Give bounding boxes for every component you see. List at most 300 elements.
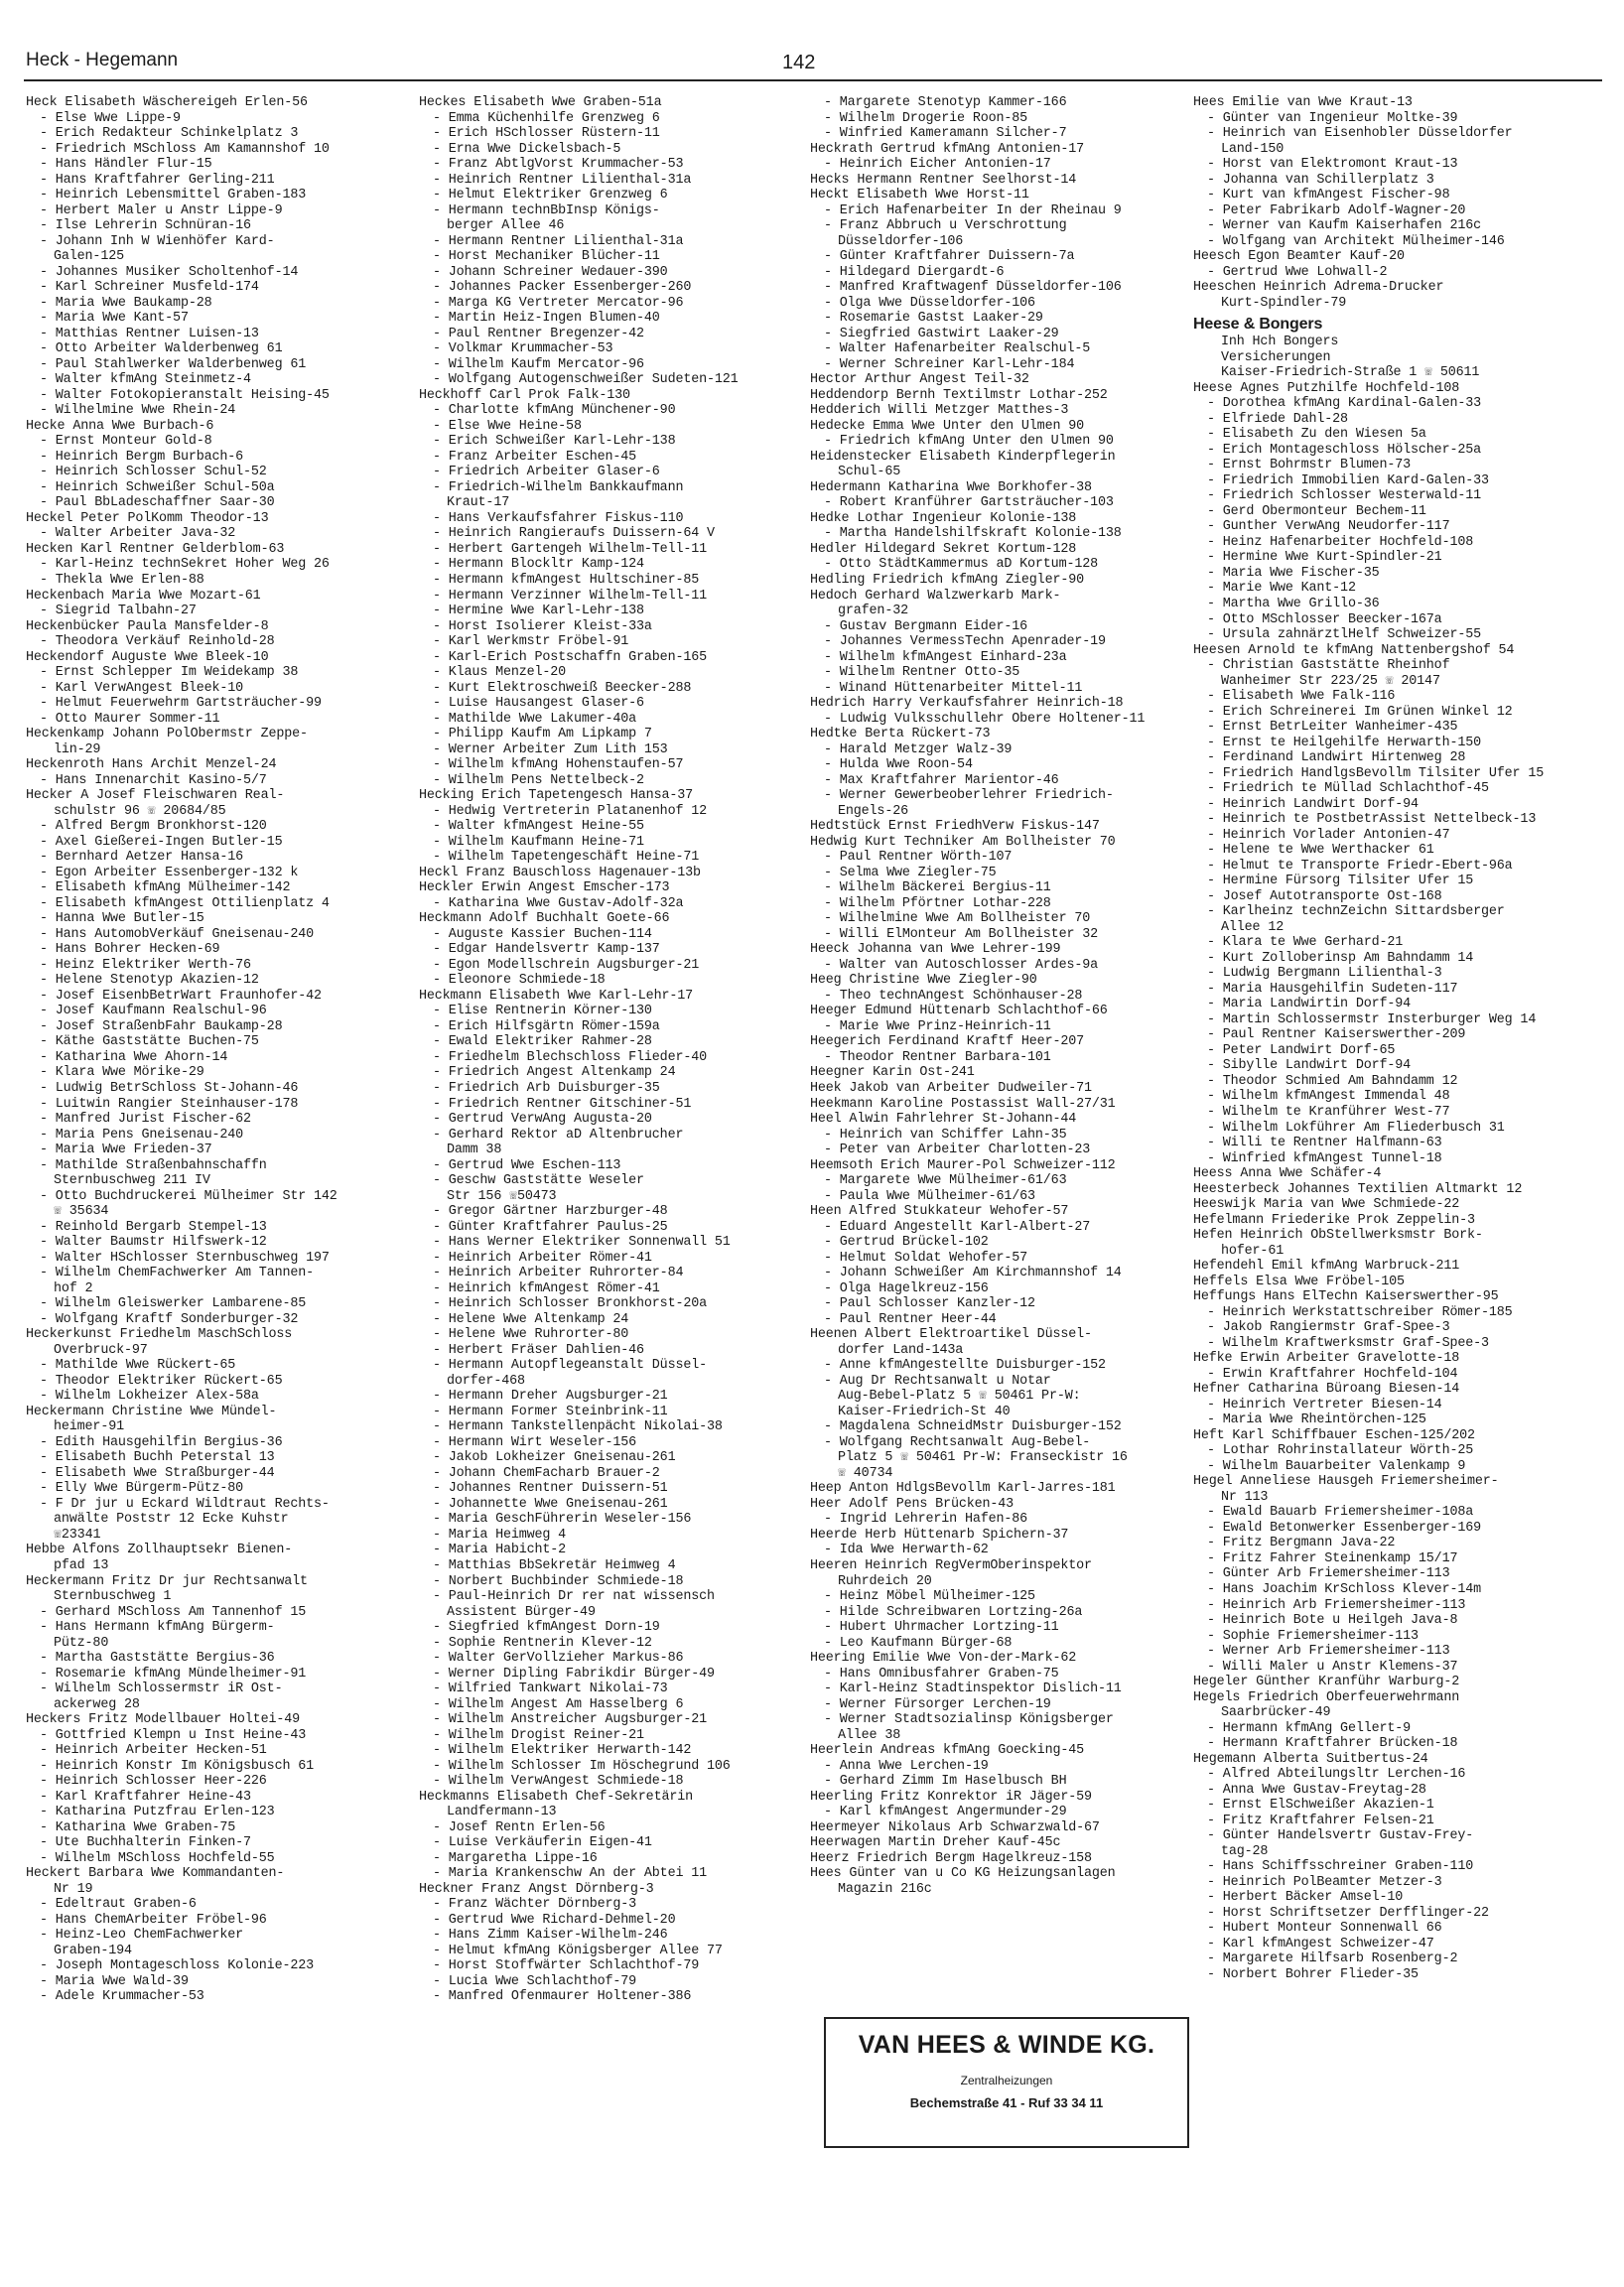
listing-main: Hedrich Harry Verkaufsfahrer Heinrich-18 [810,696,1124,712]
listing-sub: - Klara Wwe Mörike-29 [40,1065,204,1081]
listing-sub: - Horst Schriftsetzer Derfflinger-22 [1207,1905,1489,1921]
listing-continuation: hof 2 [54,1280,93,1296]
listing-sub: - Karlheinz technZeichn Sittardsberger [1207,904,1505,920]
listing-sub: - Walter HSchlosser Sternbuschweg 197 [40,1250,330,1266]
listing-sub: - Sophie Rentnerin Klever-12 [433,1635,652,1651]
listing-sub: - Josef Autotransporte Ost-168 [1207,888,1442,904]
listing-sub: - Heinrich Bote u Heilgeh Java-8 [1207,1613,1458,1629]
listing-sub: - Gertrud VerwAng Augusta-20 [433,1112,652,1128]
listing-sub: - Helmut Elektriker Grenzweg 6 [433,188,668,203]
listing-sub: - Edgar Handelsvertr Kamp-137 [433,942,660,958]
listing-continuation: ☏ 35634 [54,1204,109,1220]
listing-sub: - Gunther VerwAng Neudorfer-117 [1207,519,1450,535]
listing-main: Heckl Franz Bauschloss Hagenauer-13b [419,865,701,880]
listing-sub: - Erich Hafenarbeiter In der Rheinau 9 [824,202,1122,218]
listing-sub: - Ernst te Heilgehilfe Herwarth-150 [1207,735,1481,750]
listing-sub: - Luitwin Rangier Steinhauser-178 [40,1096,299,1112]
listing-sub: - Wilfried Tankwart Nikolai-73 [433,1682,668,1697]
listing-sub: - Max Kraftfahrer Marientor-46 [824,772,1059,788]
listing-sub: - Karl Werkmstr Fröbel-91 [433,634,629,650]
listing-continuation: Wanheimer Str 223/25 ☏ 20147 [1221,673,1440,689]
listing-sub: - Gerhard Zimm Im Haselbusch BH [824,1774,1067,1790]
listing-main: Hector Arthur Angest Teil-32 [810,372,1029,388]
page-header [24,46,1602,81]
listing-sub: - Volkmar Krummacher-53 [433,341,613,357]
listing-sub: - Franz AbtlgVorst Krummacher-53 [433,157,684,173]
listing-sub: - Ingrid Lehrerin Hafen-86 [824,1512,1028,1528]
listing-sub: - Erich Schweißer Karl-Lehr-138 [433,434,676,450]
listing-main: Heegerich Ferdinand Kraftf Heer-207 [810,1034,1084,1050]
listing-sub: - Wilhelm Tapetengeschäft Heine-71 [433,850,700,866]
listing-sub: - Wilhelm VerwAngest Schmiede-18 [433,1774,684,1790]
listing-sub: - Hermine Wwe Karl-Lehr-138 [433,604,644,619]
listing-sub: - Edeltraut Graben-6 [40,1897,197,1913]
listing-continuation: ☏ 40734 [838,1465,893,1481]
listing-sub: - Edith Hausgehilfin Bergius-36 [40,1434,283,1450]
listing-sub: - Heinrich van Schiffer Lahn-35 [824,1127,1067,1143]
listing-sub: - Marga KG Vertreter Mercator-96 [433,295,684,311]
listing-main: Hecker A Josef Fleischwaren Real- [26,788,285,804]
listing-continuation: Assistent Bürger-49 [447,1604,596,1620]
listing-sub: - Hans Joachim KrSchloss Klever-14m [1207,1581,1481,1597]
listing-sub: - Hermine Wwe Kurt-Spindler-21 [1207,550,1442,566]
listing-sub: - Elisabeth Wwe Falk-116 [1207,689,1396,705]
listing-sub: - Werner Arbeiter Zum Lith 153 [433,741,668,757]
listing-sub: - Klara te Wwe Gerhard-21 [1207,935,1404,951]
listing-continuation: schulstr 96 ☏ 20684/85 [54,803,226,819]
listing-sub: - Heinz Elektriker Werth-76 [40,957,251,973]
listing-sub: - Wilhelm Lokheizer Alex-58a [40,1389,259,1405]
listing-sub: - Johann Schweißer Am Kirchmannshof 14 [824,1266,1122,1281]
listing-sub: - Gertrud Brückel-102 [824,1235,989,1251]
listing-continuation: Str 156 ☏50473 [447,1188,557,1204]
listing-sub: - Hubert Monteur Sonnenwall 66 [1207,1921,1442,1937]
listing-sub: - Klaus Menzel-20 [433,665,567,681]
listing-sub: - Christian Gaststätte Rheinhof [1207,658,1450,674]
listing-sub: - Maria Pens Gneisenau-240 [40,1127,244,1143]
listing-sub: - Geschw Gaststätte Weseler [433,1173,644,1189]
listing-main: Heemsoth Erich Maurer-Pol Schweizer-112 [810,1157,1116,1173]
listing-sub: - Willi ElMonteur Am Bollheister 32 [824,926,1098,942]
listing-main: Heenen Albert Elektroartikel Düssel- [810,1327,1092,1343]
listing-sub: - Hermann kfmAng Gellert-9 [1207,1720,1412,1736]
listing-sub: - Erich Montageschloss Hölscher-25a [1207,442,1481,458]
listing-sub: - Heinrich Bergm Burbach-6 [40,449,244,465]
listing-sub: - Erich Hilfsgärtn Römer-159a [433,1018,660,1034]
listing-sub: - Heinrich Lebensmittel Graben-183 [40,188,307,203]
listing-sub: - Wilhelm Lokführer Am Fliederbusch 31 [1207,1120,1505,1136]
listing-main: Heckenkamp Johann PolObermstr Zeppe- [26,727,308,742]
listing-continuation: Galen-125 [54,249,124,265]
listing-sub: - Fritz Bergmann Java-22 [1207,1536,1396,1551]
listing-continuation: Sternbuschweg 1 [54,1589,172,1605]
listing-sub: - Wilhelm Anstreicher Augsburger-21 [433,1712,707,1728]
listing-sub: - Hans Schiffsschreiner Graben-110 [1207,1859,1474,1875]
listing-sub: - Günter Arb Friemersheimer-113 [1207,1566,1450,1582]
listing-main: Hefke Erwin Arbeiter Gravelotte-18 [1193,1351,1460,1367]
listing-sub: - Karl-Erich Postschaffn Graben-165 [433,649,707,665]
listing-sub: - Wolfgang van Architekt Mülheimer-146 [1207,233,1505,249]
listing-sub: - Hans Bohrer Hecken-69 [40,942,220,958]
listing-sub: - Else Wwe Lippe-9 [40,110,181,126]
listing-sub: - Josef StraßenbFahr Baukamp-28 [40,1018,283,1034]
ad-business-line: Zentralheizungen [960,2074,1053,2087]
listing-continuation: Kraut-17 [447,495,510,511]
listing-main: Hedtstück Ernst FriedhVerw Fiskus-147 [810,819,1100,835]
listing-sub: - Johanna van Schillerplatz 3 [1207,172,1434,188]
listing-sub: - Ferdinand Landwirt Hirtenweg 28 [1207,750,1466,766]
listing-main: Heffels Elsa Wwe Fröbel-105 [1193,1274,1405,1289]
listing-continuation: Land-150 [1221,141,1285,157]
listing-continuation: Düsseldorfer-106 [838,233,964,249]
listing-sub: - Maria Wwe Rheintörchen-125 [1207,1413,1426,1428]
listing-sub: - Horst van Elektromont Kraut-13 [1207,157,1458,173]
listing-continuation: Engels-26 [838,803,908,819]
listing-sub: - Ludwig BetrSchloss St-Johann-46 [40,1081,299,1096]
listing-sub: - Maria GeschFührerin Weseler-156 [433,1512,692,1528]
listing-continuation: Nr 113 [1221,1489,1269,1505]
listing-sub: - Martha Wwe Grillo-36 [1207,596,1380,611]
listing-sub: - Paul Stahlwerker Walderbenweg 61 [40,356,307,372]
listing-main: Hefen Heinrich ObStellwerksmstr Bork- [1193,1228,1483,1244]
listing-sub: - Mathilde Straßenbahnschaffn [40,1157,267,1173]
listing-sub: - Ewald Betonwerker Essenberger-169 [1207,1520,1481,1536]
listing-sub: - Bernhard Aetzer Hansa-16 [40,850,244,866]
listing-sub: - Hans Hermann kfmAng Bürgerm- [40,1620,275,1636]
listing-sub: - Olga Wwe Düsseldorfer-106 [824,295,1035,311]
listing-main: Heek Jakob van Arbeiter Dudweiler-71 [810,1081,1092,1096]
listing-sub: - Reinhold Bergarb Stempel-13 [40,1219,267,1235]
listing-sub: - Walter kfmAng Steinmetz-4 [40,372,251,388]
listing-sub: - Ludwig Vulksschullehr Obere Holtener-11 [824,711,1146,727]
listing-sub: - Ludwig Bergmann Lilienthal-3 [1207,966,1442,982]
listing-sub: - Ernst Schlepper Im Weidekamp 38 [40,665,299,681]
listing-main: Hees Emilie van Wwe Kraut-13 [1193,95,1413,110]
listing-continuation: anwälte Poststr 12 Ecke Kuhstr [54,1512,289,1528]
listing-sub: - Hermann Tankstellenpächt Nikolai-38 [433,1419,723,1435]
listing-sub: - Winfried kfmAngest Tunnel-18 [1207,1150,1442,1166]
listing-continuation: Pütz-80 [54,1635,109,1651]
listing-sub: - Hermann Verzinner Wilhelm-Tell-11 [433,588,707,604]
listing-sub: - Gertrud Wwe Eschen-113 [433,1157,621,1173]
listing-main: Heckenbücker Paula Mansfelder-8 [26,618,269,634]
listing-sub: - Theo technAngest Schönhauser-28 [824,988,1083,1004]
listing-sub: - Heinrich van Eisenhobler Düsseldorfer [1207,126,1513,142]
listing-main: Heckes Elisabeth Wwe Graben-51a [419,95,662,110]
listing-main: Heep Anton HdlgsBevollm Karl-Jarres-181 [810,1481,1116,1497]
listing-sub: - Günter Handelsvertr Gustav-Frey- [1207,1828,1474,1844]
listing-sub: - Paul Rentner Bregenzer-42 [433,326,644,341]
listing-continuation: tag-28 [1221,1843,1269,1859]
listing-main: Heidenstecker Elisabeth Kinderpflegerin [810,449,1116,465]
listing-continuation: dorfer Land-143a [838,1342,964,1358]
listing-sub: - Karl kfmAngest Angermunder-29 [824,1805,1067,1820]
listing-sub: - Karl kfmAngest Schweizer-47 [1207,1936,1434,1951]
listing-sub: - Eduard Angestellt Karl-Albert-27 [824,1219,1091,1235]
listing-main: Hedwig Kurt Techniker Am Bollheister 70 [810,834,1116,850]
listing-sub: - Ida Wwe Herwarth-62 [824,1543,989,1558]
listing-main: Heess Anna Wwe Schäfer-4 [1193,1166,1382,1182]
listing-sub: - Hermann Dreher Augsburger-21 [433,1389,668,1405]
listing-sub: - Aug Dr Rechtsanwalt u Notar [824,1373,1051,1389]
listing-sub: - Herbert Fräser Dahlien-46 [433,1342,644,1358]
listing-sub: - Philipp Kaufm Am Lipkamp 7 [433,727,652,742]
listing-sub: - Martin Schlossermstr Insterburger Weg 14 [1207,1011,1537,1027]
listing-sub: - Wilhelm Kraftwerksmstr Graf-Spee-3 [1207,1335,1489,1351]
listing-main: Hedoch Gerhard Walzwerkarb Mark- [810,588,1061,604]
listing-main: Heesterbeck Johannes Textilien Altmarkt 12 [1193,1181,1523,1197]
listing-sub: - Rosemarie kfmAng Mündelheimer-91 [40,1666,307,1682]
listing-continuation: Damm 38 [447,1143,502,1158]
listing-continuation: lin-29 [54,741,101,757]
listing-main: Heddendorp Bernh Textilmstr Lothar-252 [810,387,1108,403]
listing-sub: - Katharina Wwe Gustav-Adolf-32a [433,895,684,911]
listing-main: Heeger Edmund Hüttenarb Schlachthof-66 [810,1004,1108,1019]
listing-main: Heckers Fritz Modellbauer Holtei-49 [26,1712,300,1728]
listing-continuation: Graben-194 [54,1943,132,1958]
listing-sub: - Selma Wwe Ziegler-75 [824,865,997,880]
listing-sub: - Marie Wwe Kant-12 [1207,581,1356,597]
listing-sub: - Wilhelm Bauarbeiter Valenkamp 9 [1207,1458,1466,1474]
listing-main: Heckmann Elisabeth Wwe Karl-Lehr-17 [419,988,693,1004]
listing-sub: - Matthias Rentner Luisen-13 [40,326,259,341]
listing-continuation: Nr 19 [54,1881,93,1897]
listing-business-line: Inh Hch Bongers [1221,335,1339,350]
listing-main: Heckmanns Elisabeth Chef-Sekretärin [419,1789,693,1805]
listing-sub: - Maria Wwe Kant-57 [40,311,189,327]
listing-sub: - Heinrich Schweißer Schul-50a [40,479,275,495]
listing-sub: - Wilhelm Gleiswerker Lambarene-85 [40,1296,307,1312]
listing-main: Hecks Hermann Rentner Seelhorst-14 [810,172,1077,188]
listing-sub: - Fritz Kraftfahrer Felsen-21 [1207,1813,1434,1828]
listing-sub: - Karl Kraftfahrer Heine-43 [40,1789,251,1805]
listing-sub: - Werner Schreiner Karl-Lehr-184 [824,356,1075,372]
listing-sub: - Friedrich-Wilhelm Bankkaufmann [433,479,684,495]
listing-sub: - Alfred Bergm Bronkhorst-120 [40,819,267,835]
listing-sub: - Erich Schreinerei Im Grünen Winkel 12 [1207,704,1513,720]
listing-sub: - Magdalena SchneidMstr Duisburger-152 [824,1419,1122,1435]
listing-sub: - Josef Rentn Erlen-56 [433,1819,606,1835]
listing-sub: - Maria Wwe Baukamp-28 [40,295,212,311]
listing-sub: - Walter kfmAngest Heine-55 [433,819,644,835]
listing-sub: - Helene Wwe Ruhrorter-80 [433,1327,629,1343]
listing-sub: - Luise Verkäuferin Eigen-41 [433,1835,652,1851]
listing-main: Heerlein Andreas kfmAng Goecking-45 [810,1743,1084,1759]
listing-sub: - Margarete Hilfsarb Rosenberg-2 [1207,1951,1458,1967]
ad-address-phone: Bechemstraße 41 - Ruf 33 34 11 [909,2095,1104,2110]
listing-sub: - Auguste Kassier Buchen-114 [433,926,652,942]
listing-sub: - Helene te Wwe Werthacker 61 [1207,843,1434,859]
listing-sub: - Günter Kraftfahrer Paulus-25 [433,1219,668,1235]
listing-sub: - Gerhard MSchloss Am Tannenhof 15 [40,1604,307,1620]
listing-sub: - Willi te Rentner Halfmann-63 [1207,1136,1442,1151]
listing-sub: - Karl-Heinz technSekret Hoher Weg 26 [40,557,330,573]
listing-main: Hebbe Alfons Zollhauptsekr Bienen- [26,1543,293,1558]
listing-sub: - Axel Gießerei-Ingen Butler-15 [40,834,283,850]
listing-sub: - Paula Wwe Mülheimer-61/63 [824,1188,1035,1204]
listing-sub: - Martha Gaststätte Bergius-36 [40,1651,275,1667]
listing-sub: - Helmut Feuerwehrm Gartsträucher-99 [40,696,322,712]
listing-main: Heermeyer Nikolaus Arb Schwarzwald-67 [810,1819,1100,1835]
listing-sub: - Alfred Abteilungsltr Lerchen-16 [1207,1767,1466,1783]
listing-sub: - Heinrich Eicher Antonien-17 [824,157,1051,173]
listing-sub: - Maria Wwe Wald-39 [40,1973,189,1989]
listing-sub: - Werner Gewerbeoberlehrer Friedrich- [824,788,1114,804]
listing-sub: - Walter Hafenarbeiter Realschul-5 [824,341,1091,357]
listing-sub: - Wilhelm Pförtner Lothar-228 [824,895,1051,911]
listing-sub: - Heinrich Schlosser Bronkhorst-20a [433,1296,707,1312]
listing-sub: - Wilhelm Drogist Reiner-21 [433,1727,644,1743]
listing-sub: - Theodor Schmied Am Bahndamm 12 [1207,1073,1458,1089]
listing-sub: - Margaretha Lippe-16 [433,1850,598,1866]
listing-sub: - Johann Schreiner Wedauer-390 [433,264,668,280]
listing-main: Hedermann Katharina Wwe Borkhofer-38 [810,479,1092,495]
listing-sub: - Margarete Wwe Mülheimer-61/63 [824,1173,1067,1189]
listing-main: Heckendorf Auguste Wwe Bleek-10 [26,649,269,665]
listing-sub: - Wilhelm Pens Nettelbeck-2 [433,772,644,788]
listing-sub: - Wilhelm Kaufmann Heine-71 [433,834,644,850]
listing-sub: - Werner Dipling Fabrikdir Bürger-49 [433,1666,715,1682]
listing-sub: - Gottfried Klempn u Inst Heine-43 [40,1727,307,1743]
listing-sub: - Gerhard Rektor aD Altenbrucher [433,1127,684,1143]
listing-sub: - Helmut Soldat Wehofer-57 [824,1250,1028,1266]
listing-sub: - Josef Kaufmann Realschul-96 [40,1004,267,1019]
listing-sub: - Elisabeth Zu den Wiesen 5a [1207,427,1426,443]
listing-sub: - Wilhelm kfmAng Hohenstaufen-57 [433,757,684,773]
listing-main: Heerwagen Martin Dreher Kauf-45c [810,1835,1061,1851]
listing-sub: - Ernst BetrLeiter Wanheimer-435 [1207,720,1458,736]
listing-sub: - Gregor Gärtner Harzburger-48 [433,1204,668,1220]
listing-sub: - Wolfgang Autogenschweißer Sudeten-121 [433,372,739,388]
listing-sub: - Werner Arb Friemersheimer-113 [1207,1644,1450,1660]
listing-continuation: hofer-61 [1221,1243,1285,1259]
listing-sub: - Franz Wächter Dörnberg-3 [433,1897,637,1913]
listing-main: Hedler Hildegard Sekret Kortum-128 [810,541,1077,557]
listing-main: Hegeler Günther Kranführ Warburg-2 [1193,1675,1460,1690]
listing-continuation: Kaiser-Friedrich-St 40 [838,1404,1011,1419]
listing-main: Heckenbach Maria Wwe Mozart-61 [26,588,261,604]
listing-sub: - Wilhelm kfmAngest Einhard-23a [824,649,1067,665]
listing-sub: - Heinrich Konstr Im Königsbusch 61 [40,1758,314,1774]
listing-sub: - Wilhelm Schlossermstr iR Ost- [40,1682,283,1697]
listing-sub: - Anna Wwe Gustav-Freytag-28 [1207,1782,1426,1798]
listing-main: Heerling Fritz Konrektor iR Jäger-59 [810,1789,1092,1805]
listing-sub: - Helene Stenotyp Akazien-12 [40,973,259,989]
listing-sub: - Else Wwe Heine-58 [433,418,582,434]
listing-main: Hecking Erich Tapetengesch Hansa-37 [419,788,693,804]
listing-main: Hees Günter van u Co KG Heizungsanlagen [810,1866,1116,1882]
listing-sub: - Hermine Fürsorg Tilsiter Ufer 15 [1207,874,1474,889]
listing-sub: - Hermann Wirt Weseler-156 [433,1434,637,1450]
listing-sub: - Maria Wwe Fischer-35 [1207,565,1380,581]
listing-business-title: Heese & Bongers [1193,316,1323,334]
listing-sub: - Helene Wwe Altenkamp 24 [433,1311,629,1327]
listing-sub: - Günter van Ingenieur Moltke-39 [1207,110,1458,126]
listing-sub: - Theodora Verkäuf Reinhold-28 [40,634,275,650]
listing-main: Hefner Catharina Büroang Biesen-14 [1193,1382,1460,1398]
listing-sub: - Wilhelm Schlosser Im Höschegrund 106 [433,1758,731,1774]
listing-main: Hecken Karl Rentner Gelderblom-63 [26,541,285,557]
listing-sub: - Hermann Blockltr Kamp-124 [433,557,644,573]
listing-sub: - Heinrich Landwirt Dorf-94 [1207,796,1419,812]
listing-sub: - Hermann Autopflegeanstalt Düssel- [433,1358,707,1374]
listing-main: Heckmann Adolf Buchhalt Goete-66 [419,911,670,927]
listing-sub: - Herbert Gartengeh Wilhelm-Tell-11 [433,541,707,557]
listing-main: Heeswijk Maria van Wwe Schmiede-22 [1193,1197,1460,1213]
listing-sub: - Heinz Hafenarbeiter Hochfeld-108 [1207,534,1474,550]
listing-sub: - Jakob Lokheizer Gneisenau-261 [433,1450,676,1466]
listing-sub: - Egon Modellschrein Augsburger-21 [433,957,700,973]
listing-sub: - Hulda Wwe Roon-54 [824,757,973,773]
listing-sub: - Charlotte kfmAng Münchener-90 [433,403,676,419]
listing-sub: - Friedrich kfmAng Unter den Ulmen 90 [824,434,1114,450]
ad-company-name: VAN HEES & WINDE KG. [858,2031,1155,2059]
listing-sub: - Friedhelm Blechschloss Flieder-40 [433,1049,707,1065]
listing-sub: - Heinrich kfmAngest Römer-41 [433,1280,660,1296]
listing-sub: - Heinrich Vertreter Biesen-14 [1207,1397,1442,1413]
listing-continuation: dorfer-468 [447,1373,525,1389]
listing-business-line: Versicherungen [1221,349,1331,365]
directory-column-4 [1193,95,1572,1982]
listing-main: Heesch Egon Beamter Kauf-20 [1193,249,1405,265]
listing-sub: - Walter Fotokopieranstalt Heising-45 [40,387,330,403]
listing-sub: - Wilhelmine Wwe Am Bollheister 70 [824,911,1091,927]
listing-main: Hedderich Willi Metzger Matthes-3 [810,403,1069,419]
directory-column-2 [419,95,798,2005]
listing-sub: - Heinrich Werkstattschreiber Römer-185 [1207,1304,1513,1320]
listing-sub: - Gertrud Wwe Richard-Dehmel-20 [433,1912,676,1928]
listing-sub: - Karl Schreiner Musfeld-174 [40,280,259,296]
listing-sub: - Paul BbLadeschaffner Saar-30 [40,495,275,511]
listing-sub: - Harald Metzger Walz-39 [824,741,1013,757]
listing-sub: - Peter Landwirt Dorf-65 [1207,1042,1396,1058]
listing-sub: - Hubert Uhrmacher Lortzing-11 [824,1620,1059,1636]
listing-sub: - Heinrich Schlosser Heer-226 [40,1774,267,1790]
listing-sub: - Maria Landwirtin Dorf-94 [1207,997,1412,1012]
listing-sub: - Hanna Wwe Butler-15 [40,911,204,927]
listing-continuation: Saarbrücker-49 [1221,1705,1331,1721]
listing-sub: - Horst Stoffwärter Schlachthof-79 [433,1958,700,1974]
listing-continuation: grafen-32 [838,604,908,619]
listing-sub: - Dorothea kfmAng Kardinal-Galen-33 [1207,396,1481,412]
listing-sub: - Hans Omnibusfahrer Graben-75 [824,1666,1059,1682]
listing-sub: - Hans Händler Flur-15 [40,157,212,173]
listing-sub: - Ernst Bohrmstr Blumen-73 [1207,458,1412,473]
listing-sub: - Lucia Wwe Schlachthof-79 [433,1973,637,1989]
listing-sub: - Friedrich MSchloss Am Kamannshof 10 [40,141,330,157]
listing-sub: - Willi Maler u Anstr Klemens-37 [1207,1659,1458,1675]
listing-continuation: Kurt-Spindler-79 [1221,295,1347,311]
listing-sub: - Robert Kranführer Gartsträucher-103 [824,495,1114,511]
listing-sub: - F Dr jur u Eckard Wildtraut Rechts- [40,1496,330,1512]
listing-sub: - Leo Kaufmann Bürger-68 [824,1635,1013,1651]
listing-sub: - Friedrich Rentner Gitschiner-51 [433,1096,692,1112]
listing-sub: - Herbert Bäcker Amsel-10 [1207,1890,1404,1906]
listing-main: Heffungs Hans ElTechn Kaiserswerther-95 [1193,1289,1499,1305]
listing-sub: - Manfred Ofenmaurer Holtener-386 [433,1989,692,2005]
listing-continuation: Overbruck-97 [54,1342,148,1358]
listing-main: Heeren Heinrich RegVermOberinspektor [810,1557,1092,1573]
listing-sub: - Fritz Fahrer Steinenkamp 15/17 [1207,1550,1458,1566]
listing-continuation: heimer-91 [54,1419,124,1435]
listing-sub: - Joseph Montageschloss Kolonie-223 [40,1958,314,1974]
listing-sub: - Hilde Schreibwaren Lortzing-26a [824,1604,1083,1620]
listing-sub: - Gustav Bergmann Eider-16 [824,618,1028,634]
listing-main: Heegner Karin Ost-241 [810,1065,975,1081]
listing-sub: - Anne kfmAngestellte Duisburger-152 [824,1358,1106,1374]
listing-continuation: Magazin 216c [838,1881,932,1897]
listing-main: Hegemann Alberta Suitbertus-24 [1193,1751,1428,1767]
